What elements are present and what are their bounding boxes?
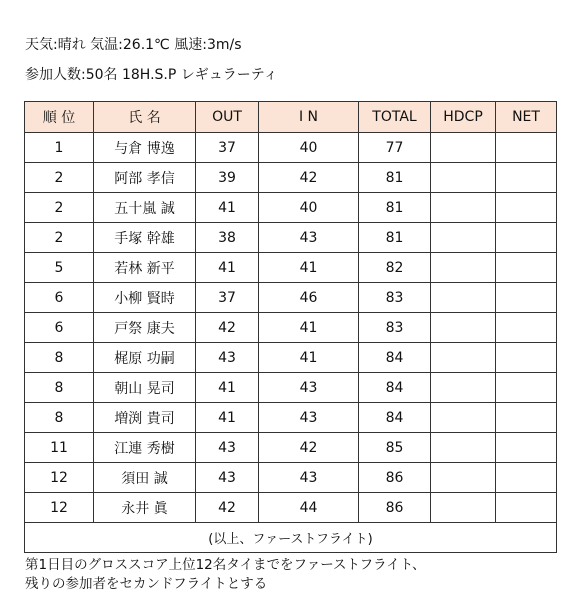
table-row xyxy=(25,133,557,163)
rank-cell: 8 xyxy=(25,373,94,403)
net-cell xyxy=(496,193,557,223)
net-cell xyxy=(496,163,557,193)
first-flight-note: (以上、ファーストフライト) xyxy=(25,523,557,553)
out-score-cell: 41 xyxy=(196,253,259,283)
hdcp-cell xyxy=(431,493,496,523)
results-table xyxy=(24,101,557,553)
total-score-cell: 84 xyxy=(359,373,431,403)
player-name-cell: 増渕 貴司 xyxy=(94,403,196,433)
in-score-cell: 44 xyxy=(259,493,359,523)
hdcp-cell xyxy=(431,223,496,253)
results-body xyxy=(25,133,557,523)
table-row xyxy=(25,463,557,493)
hdcp-cell xyxy=(431,193,496,223)
hdcp-cell xyxy=(431,403,496,433)
in-score-cell: 40 xyxy=(259,133,359,163)
net-cell xyxy=(496,313,557,343)
header-in: I N xyxy=(259,102,359,133)
total-score-cell: 86 xyxy=(359,463,431,493)
hdcp-cell xyxy=(431,463,496,493)
header-rank: 順 位 xyxy=(25,102,94,133)
net-cell xyxy=(496,133,557,163)
table-row xyxy=(25,403,557,433)
out-score-cell: 37 xyxy=(196,283,259,313)
hdcp-cell xyxy=(431,433,496,463)
hdcp-cell xyxy=(431,163,496,193)
player-name-cell: 阿部 孝信 xyxy=(94,163,196,193)
in-score-cell: 43 xyxy=(259,403,359,433)
in-score-cell: 41 xyxy=(259,313,359,343)
out-score-cell: 41 xyxy=(196,403,259,433)
rank-cell: 6 xyxy=(25,283,94,313)
header-row xyxy=(25,102,557,133)
total-score-cell: 83 xyxy=(359,283,431,313)
rank-cell: 11 xyxy=(25,433,94,463)
flight-rule-line-2: 残りの参加者をセカンドフライトとする xyxy=(25,576,268,592)
total-score-cell: 81 xyxy=(359,223,431,253)
player-name-cell: 朝山 晃司 xyxy=(94,373,196,403)
hdcp-cell xyxy=(431,133,496,163)
player-name-cell: 永井 眞 xyxy=(94,493,196,523)
player-name-cell: 手塚 幹雄 xyxy=(94,223,196,253)
out-score-cell: 42 xyxy=(196,313,259,343)
net-cell xyxy=(496,433,557,463)
header-name: 氏 名 xyxy=(94,102,196,133)
player-name-cell: 与倉 博逸 xyxy=(94,133,196,163)
flight-rule-note xyxy=(25,556,426,594)
net-cell xyxy=(496,343,557,373)
in-score-cell: 42 xyxy=(259,163,359,193)
player-name-cell: 小柳 賢時 xyxy=(94,283,196,313)
out-score-cell: 41 xyxy=(196,373,259,403)
out-score-cell: 43 xyxy=(196,463,259,493)
table-row xyxy=(25,163,557,193)
table-row xyxy=(25,193,557,223)
in-score-cell: 41 xyxy=(259,343,359,373)
player-name-cell: 戸祭 康夫 xyxy=(94,313,196,343)
total-score-cell: 81 xyxy=(359,193,431,223)
in-score-cell: 41 xyxy=(259,253,359,283)
player-name-cell: 若林 新平 xyxy=(94,253,196,283)
hdcp-cell xyxy=(431,283,496,313)
total-score-cell: 84 xyxy=(359,403,431,433)
out-score-cell: 43 xyxy=(196,433,259,463)
table-row xyxy=(25,493,557,523)
table-row xyxy=(25,373,557,403)
out-score-cell: 38 xyxy=(196,223,259,253)
table-row xyxy=(25,313,557,343)
in-score-cell: 46 xyxy=(259,283,359,313)
rank-cell: 6 xyxy=(25,313,94,343)
out-score-cell: 39 xyxy=(196,163,259,193)
total-score-cell: 77 xyxy=(359,133,431,163)
table-row xyxy=(25,433,557,463)
footer-row xyxy=(25,523,557,553)
player-name-cell: 江連 秀樹 xyxy=(94,433,196,463)
in-score-cell: 43 xyxy=(259,223,359,253)
rank-cell: 2 xyxy=(25,163,94,193)
header-hdcp: HDCP xyxy=(431,102,496,133)
player-name-cell: 須田 誠 xyxy=(94,463,196,493)
net-cell xyxy=(496,463,557,493)
out-score-cell: 37 xyxy=(196,133,259,163)
in-score-cell: 43 xyxy=(259,463,359,493)
total-score-cell: 81 xyxy=(359,163,431,193)
total-score-cell: 84 xyxy=(359,343,431,373)
table-row xyxy=(25,223,557,253)
hdcp-cell xyxy=(431,313,496,343)
header-out: OUT xyxy=(196,102,259,133)
rank-cell: 2 xyxy=(25,193,94,223)
rank-cell: 12 xyxy=(25,463,94,493)
hdcp-cell xyxy=(431,373,496,403)
rank-cell: 1 xyxy=(25,133,94,163)
rank-cell: 12 xyxy=(25,493,94,523)
rank-cell: 5 xyxy=(25,253,94,283)
rank-cell: 8 xyxy=(25,343,94,373)
net-cell xyxy=(496,403,557,433)
out-score-cell: 43 xyxy=(196,343,259,373)
net-cell xyxy=(496,223,557,253)
rank-cell: 8 xyxy=(25,403,94,433)
total-score-cell: 86 xyxy=(359,493,431,523)
in-score-cell: 42 xyxy=(259,433,359,463)
in-score-cell: 43 xyxy=(259,373,359,403)
in-score-cell: 40 xyxy=(259,193,359,223)
player-name-cell: 梶原 功嗣 xyxy=(94,343,196,373)
header-total: TOTAL xyxy=(359,102,431,133)
net-cell xyxy=(496,253,557,283)
net-cell xyxy=(496,283,557,313)
out-score-cell: 41 xyxy=(196,193,259,223)
net-cell xyxy=(496,373,557,403)
table-row xyxy=(25,253,557,283)
entry-info: 参加人数:50名 18H.S.P レギュラーティ xyxy=(25,67,278,83)
hdcp-cell xyxy=(431,343,496,373)
rank-cell: 2 xyxy=(25,223,94,253)
table-row xyxy=(25,283,557,313)
weather-conditions: 天気:晴れ 気温:26.1℃ 風速:3m/s xyxy=(25,37,242,53)
total-score-cell: 83 xyxy=(359,313,431,343)
header-net: NET xyxy=(496,102,557,133)
flight-rule-line-1: 第1日目のグロススコア上位12名タイまでをファーストフライト、 xyxy=(25,557,426,573)
total-score-cell: 82 xyxy=(359,253,431,283)
net-cell xyxy=(496,493,557,523)
table-row xyxy=(25,343,557,373)
total-score-cell: 85 xyxy=(359,433,431,463)
out-score-cell: 42 xyxy=(196,493,259,523)
hdcp-cell xyxy=(431,253,496,283)
player-name-cell: 五十嵐 誠 xyxy=(94,193,196,223)
